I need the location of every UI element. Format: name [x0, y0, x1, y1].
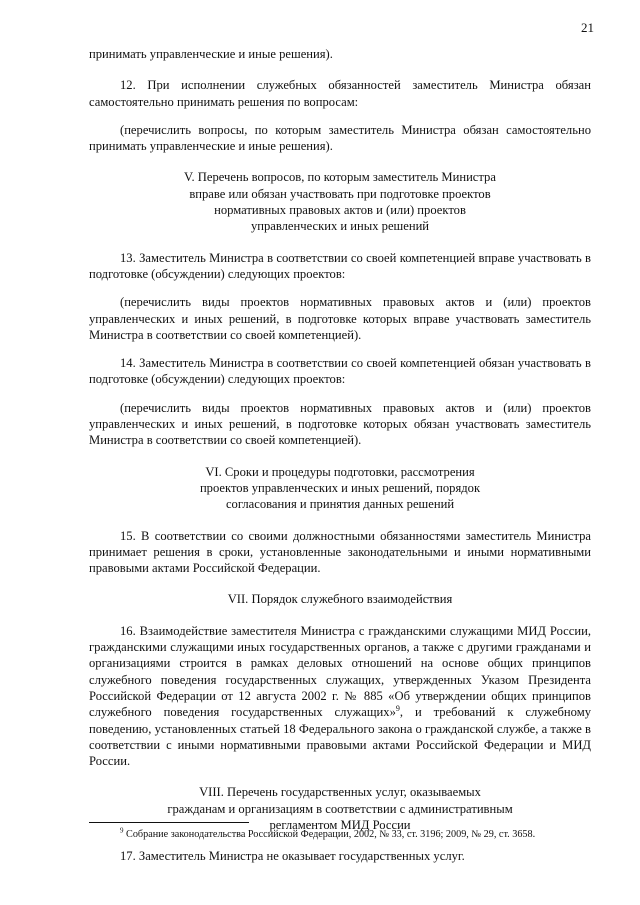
- footnote-text: Собрание законодательства Российской Федерации, 2002, № 33, ст. 3196; 2009, № 29, ст. 3658.: [123, 829, 536, 840]
- heading-line: VIII. Перечень государственных услуг, оказываемых: [199, 785, 481, 800]
- heading-line: гражданам и организациям в соответствии с административным: [167, 801, 513, 816]
- heading-line: проектов управленческих и иных решений, порядок: [199, 480, 481, 495]
- paragraph-13: 13. Заместитель Министра в соответствии со своей компетенцией вправе участвовать в подготовке (обсуждении) следующих проектов:: [89, 250, 591, 281]
- heading-line: управленческих и иных решений: [250, 219, 430, 234]
- page-number: 21: [581, 20, 594, 35]
- footnote-reference: 9: [395, 704, 400, 714]
- heading-line: VI. Сроки и процедуры подготовки, рассмотрения: [205, 464, 475, 479]
- section-heading-vi: [89, 464, 591, 513]
- section-heading-vii: VII. Порядок служебного взаимодействия: [227, 592, 453, 607]
- paragraph-14-note: (перечислить виды проектов нормативных правовых актов и (или) проектов управленческих и иных решений, в подготовке которых обязан участвовать заместитель Министра в соответствии со своей компетенцией).: [89, 400, 591, 448]
- paragraph-12: 12. При исполнении служебных обязанностей заместитель Министра обязан самостоятельно принимать решения по вопросам:: [89, 78, 591, 109]
- paragraph-15: 15. В соответствии со своими должностными обязанностями заместитель Министра принимает решения в сроки, установленные законодательными и иными нормативными правовыми актами Российской Федерации.: [89, 528, 591, 576]
- heading-line: V. Перечень вопросов, по которым заместитель Министра: [184, 170, 496, 185]
- paragraph-16-text-a: 16. Взаимодействие заместителя Министра с гражданскими служащими МИД России, гражданскими служащими иных государственных органов, а также с другими гражданами и организациями строится в рамках деловых отношений на основе общих принципов служебного поведения государственных служащих, утвержденных Указом Президента Российской Федерации от 12 августа 2002 г. № 885 «Об утверждении общих принципов служебного поведения государственных служащих»: [89, 623, 591, 720]
- paragraph-17: 17. Заместитель Министра не оказывает государственных услуг.: [120, 849, 465, 864]
- paragraph-12-note: (перечислить вопросы, по которым заместитель Министра обязан самостоятельно принимать управленческие и иные решения).: [89, 122, 591, 154]
- paragraph-14: 14. Заместитель Министра в соответствии со своей компетенцией обязан участвовать в подготовке (обсуждении) следующих проектов:: [89, 356, 591, 387]
- footnote-mark: 9: [120, 826, 124, 835]
- paragraph-continuation: принимать управленческие и иные решения).: [89, 47, 333, 61]
- heading-line: вправе или обязан участвовать при подготовке проектов: [189, 186, 491, 201]
- footnote-divider: [89, 822, 249, 823]
- paragraph-16-text-b: , и требований к служебному поведению, установленных статьей 18 Федерального закона о гражданской службе, а также в соответствии с иными нормативными правовыми актами Российской Федерации и МИД России.: [89, 705, 592, 769]
- heading-line: нормативных правовых актов и (или) проектов: [214, 203, 466, 218]
- document-body: [89, 46, 591, 865]
- paragraph-13-note: (перечислить виды проектов нормативных правовых актов и (или) проектов управленческих и иных решений, в подготовке которых вправе участвовать заместитель Министра в соответствии со своей компетенцией).: [89, 295, 591, 342]
- paragraph-16: [89, 623, 591, 770]
- footnote: [120, 828, 535, 841]
- section-heading-v: [89, 169, 591, 234]
- heading-line: согласования и принятия данных решений: [225, 497, 455, 512]
- heading-line: регламентом МИД России: [269, 817, 411, 832]
- section-heading-viii: [89, 784, 591, 833]
